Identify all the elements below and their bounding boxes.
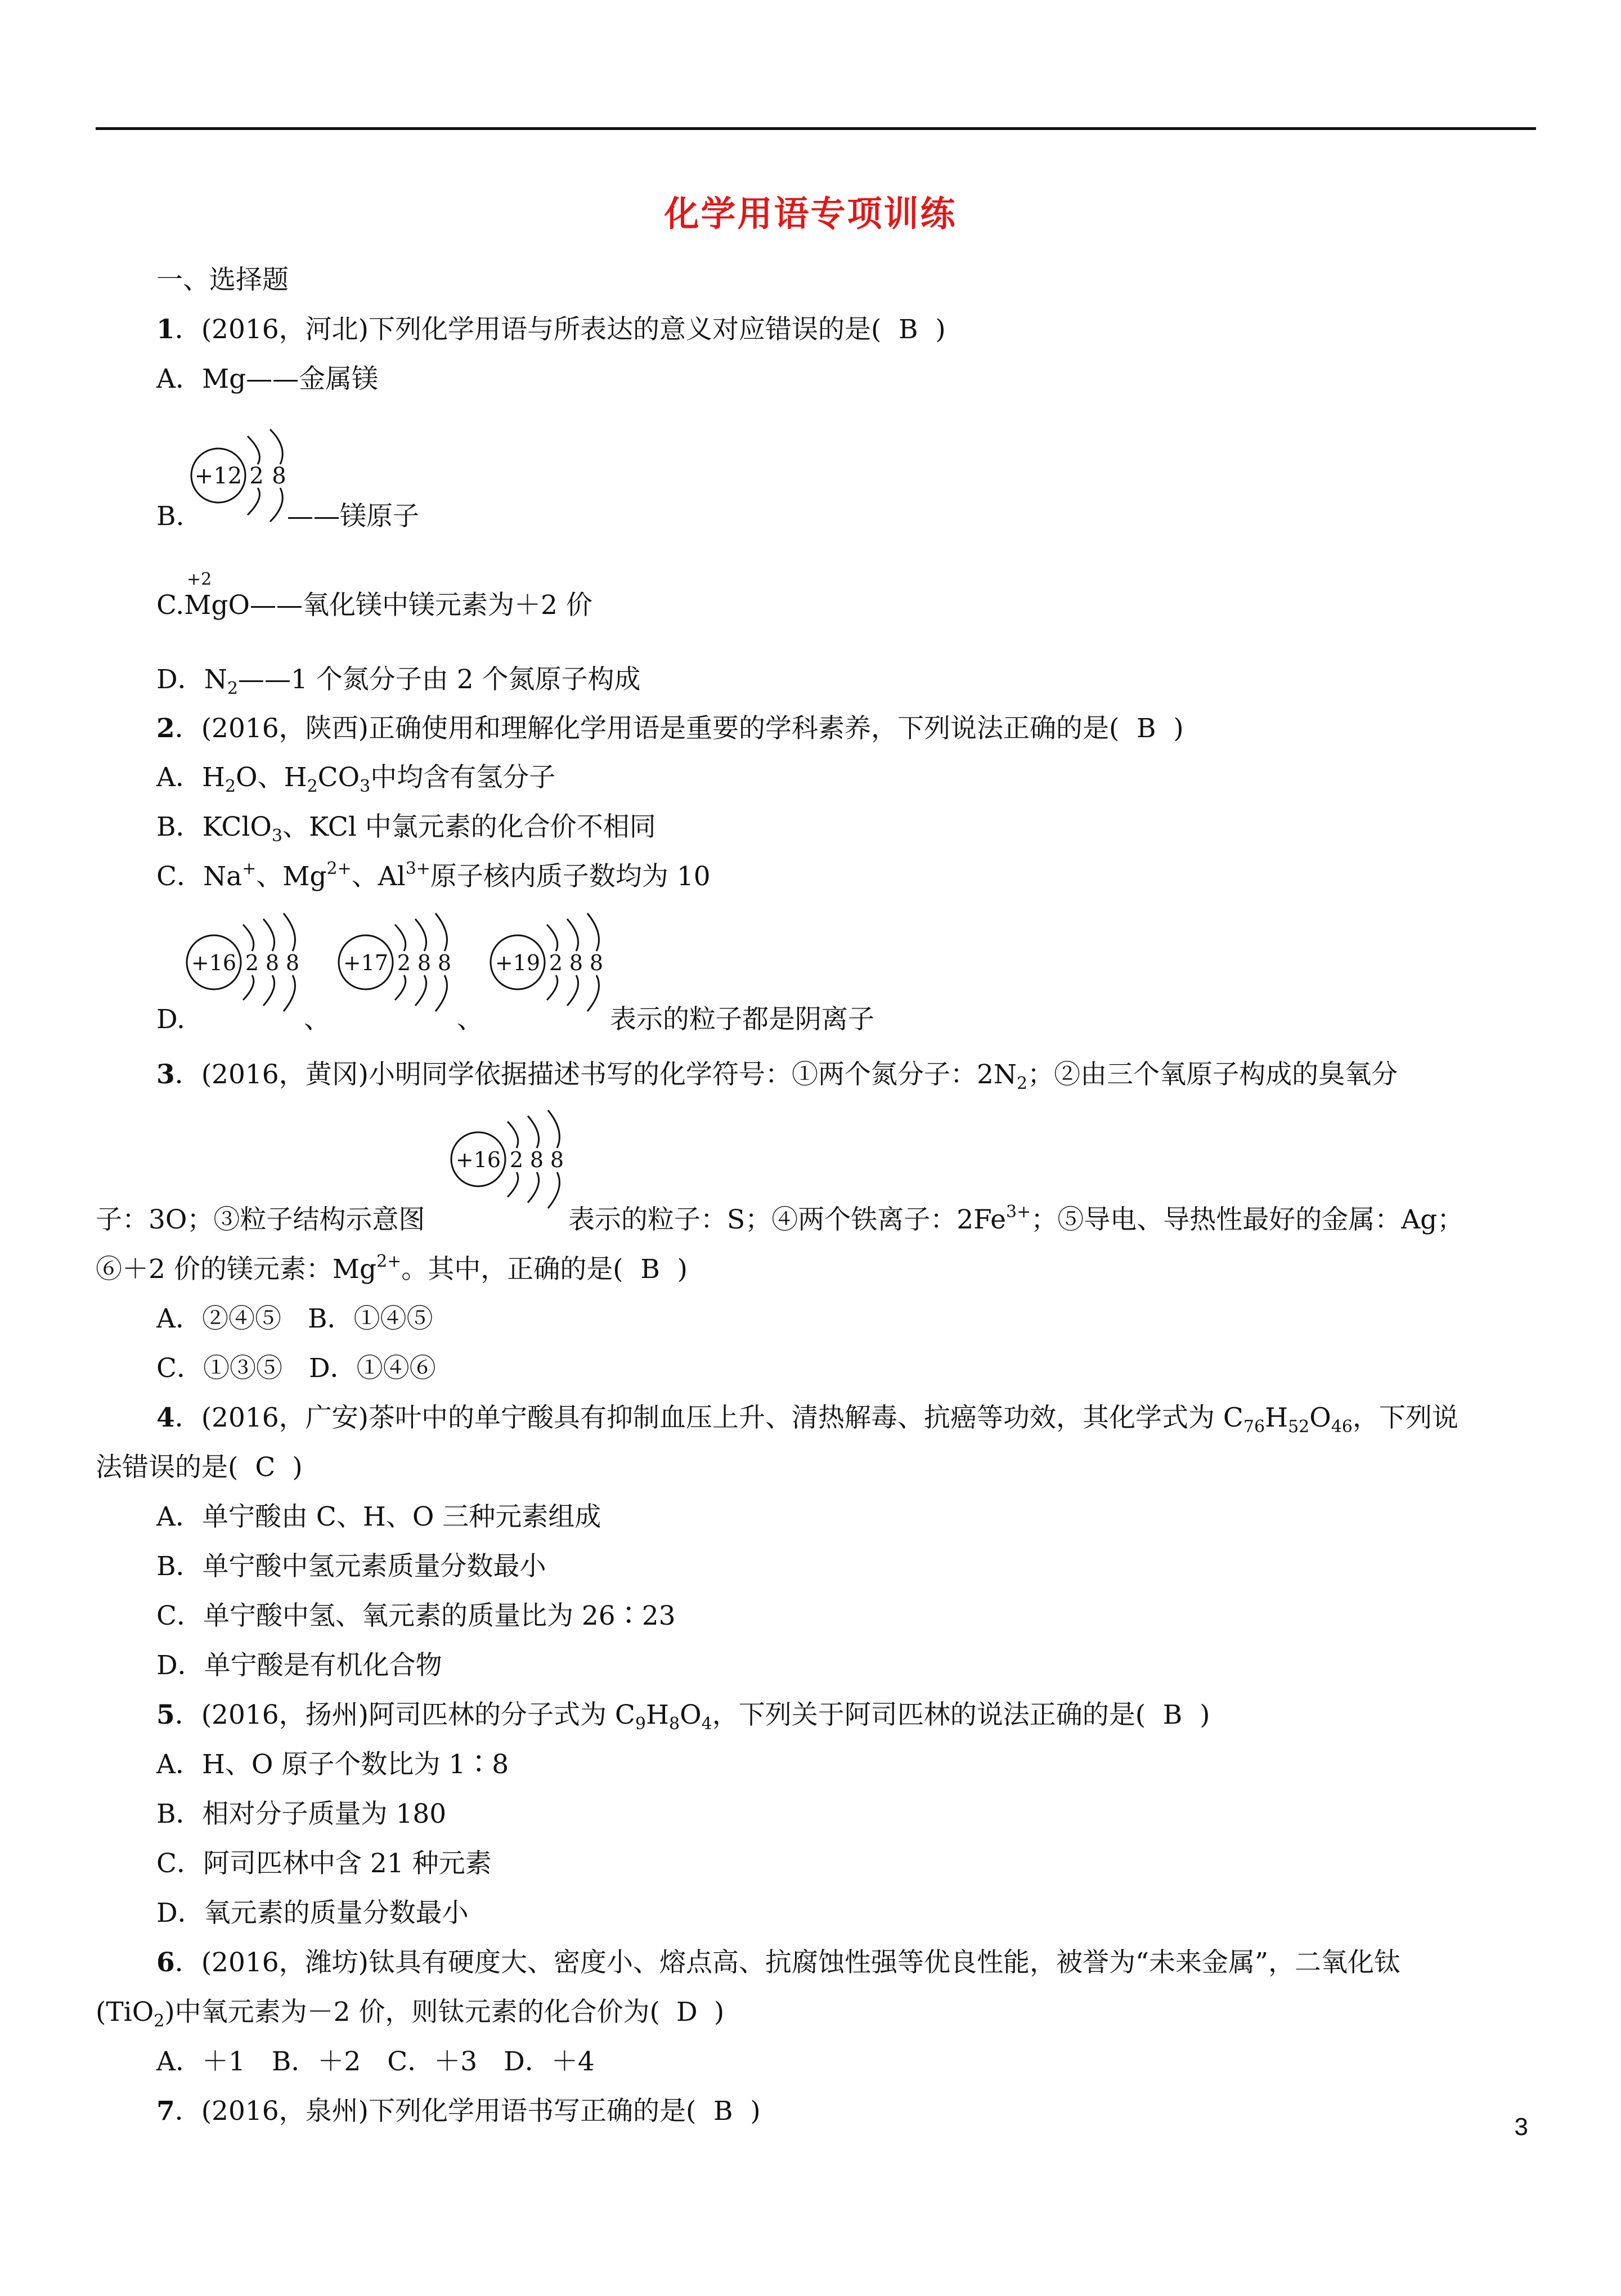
answer: B [1162,1699,1183,1730]
nucleus-label: +17 [343,950,389,975]
q4-option-a: A．单宁酸由 C、H、O 三种元素组成 [156,1501,601,1532]
q1-option-c: C.MgO——氧化镁中镁元素为＋2 价 [156,590,592,621]
q1-option-b-label: B. [156,501,185,532]
question-3: 3．(2016，黄冈)小明同学依据描述书写的化学符号：①两个氮分子：$2N_2$；②由三个氧原子构成的臭氧分 [156,1059,1398,1093]
nucleus-label: +19 [495,950,541,975]
s-ion-diagram-q3 [444,1106,580,1213]
question-5: 5．(2016，扬州)阿司匹林的分子式为 $C_9H_8O_4$，下列关于阿司匹林的说法正确的是( B ) [156,1699,1210,1734]
cl-ion-diagram [332,909,467,1016]
q2-option-d-label: D. [156,1004,185,1035]
q6-options: A．＋1 B．＋2 C．＋3 D．＋4 [156,2046,595,2077]
question-number: 7 [156,2096,175,2127]
q5-option-a: A．H、O 原子个数比为 1∶8 [156,1749,509,1780]
section-heading: 一、选择题 [156,264,289,295]
q1-option-a: A．Mg——金属镁 [156,364,379,394]
question-number: 4 [156,1402,175,1433]
shell-count: 8 [417,950,432,975]
shell-count: 8 [285,950,300,975]
question-2: 2．(2016，陕西)正确使用和理解化学用语是重要的学科素养，下列说法正确的是( B ) [156,712,1184,746]
nucleus-label: +12 [194,463,243,489]
shell-count: 2 [249,463,264,489]
q3-options-cd: C．①③⑤ D．①④⑥ [156,1353,436,1384]
question-number: 3 [156,1059,175,1090]
shell-count: 8 [569,950,583,975]
answer: D [676,1997,698,2028]
q4-option-d: D．单宁酸是有机化合物 [156,1650,442,1681]
mg-atom-diagram [180,425,293,526]
shell-count: 8 [272,463,286,489]
header-rule [96,127,1536,130]
s-ion-diagram [180,909,315,1016]
shell-count: 8 [589,950,604,975]
question-7: 7．(2016，泉州)下列化学用语书写正确的是( B ) [156,2095,761,2128]
question-number: 2 [156,713,175,744]
answer: B [1137,713,1156,744]
nucleus-label: +16 [455,1147,501,1172]
answer: B [640,1254,660,1285]
q4-option-b: B．单宁酸中氢元素质量分数最小 [156,1551,546,1582]
q3-line2b: 表示的粒子：S；④两个铁离子：$2Fe^{3+}$；⑤导电、导热性最好的金属：Ag； [568,1202,1464,1235]
page-number: 3 [1514,2113,1528,2141]
q1-option-b-text: ——镁原子 [287,501,419,532]
q3-line3: ⑥＋2 价的镁元素：$Mg^{2+}$。其中，正确的是( B ) [96,1253,688,1286]
q5-option-b: B．相对分子质量为 180 [156,1799,447,1829]
q4-line2: 法错误的是( C ) [96,1451,303,1485]
shell-count: 8 [529,1147,544,1172]
shell-count: 2 [549,950,563,975]
page-title: 化学用语专项训练 [664,193,957,234]
q2-option-c: C．Na+、$Mg^{2+}$、$Al^{3+}$原子核内质子数均为 10 [156,859,711,892]
shell-count: 2 [397,950,411,975]
q6-line2: (TiO$_2$)中氧元素为－2 价，则钛元素的化合价为( D ) [96,1997,725,2031]
question-number: 5 [156,1699,175,1730]
q1-option-d: D．$N_2——1$ 个氮分子由 2 个氮原子构成 [156,664,641,698]
separator: 、 [457,1004,483,1035]
q3-options-ab: A．②④⑤ B．①④⑤ [156,1303,433,1334]
valence-mark: +2 [187,569,212,589]
answer: B [899,314,918,345]
shell-count: 2 [245,950,259,975]
question-number: 1 [156,314,175,345]
separator: 、 [304,1004,330,1035]
question-6: 6．(2016，潍坊)钛具有硬度大、密度小、熔点高、抗腐蚀性强等优良性能，被誉为“未来金属”，二氧化钛 [156,1947,1401,1978]
q2-option-b: B．KClO$_3$、KCl 中氯元素的化合价不相同 [156,811,656,846]
answer: B [713,2096,733,2127]
answer: C [255,1452,276,1483]
q3-line2a: 子：3O；③粒子结构示意图 [96,1204,425,1235]
shell-count: 8 [437,950,452,975]
k-ion-diagram [484,909,619,1016]
q2-option-d-text: 表示的粒子都是阴离子 [610,1004,874,1035]
q5-option-c: C．阿司匹林中含 21 种元素 [156,1848,492,1879]
question-4: 4．(2016，广安)茶叶中的单宁酸具有抑制血压上升、清热解毒、抗癌等功效，其化学式为 $C_{76}H_{52}O_{46}$，下列说 [156,1402,1458,1437]
shell-count: 2 [509,1147,524,1172]
shell-count: 8 [265,950,280,975]
q5-option-d: D．氧元素的质量分数最小 [156,1898,469,1929]
question-1: 1．(2016，河北)下列化学用语与所表达的意义对应错误的是( B ) [156,313,946,347]
question-number: 6 [156,1947,175,1978]
shell-count: 8 [550,1147,564,1172]
q4-option-c: C．单宁酸中氢、氧元素的质量比为 26∶23 [156,1600,676,1631]
q2-option-a: A．$H_2O$、$H_2CO_3$中均含有氢分子 [156,762,556,796]
nucleus-label: +16 [191,950,237,975]
